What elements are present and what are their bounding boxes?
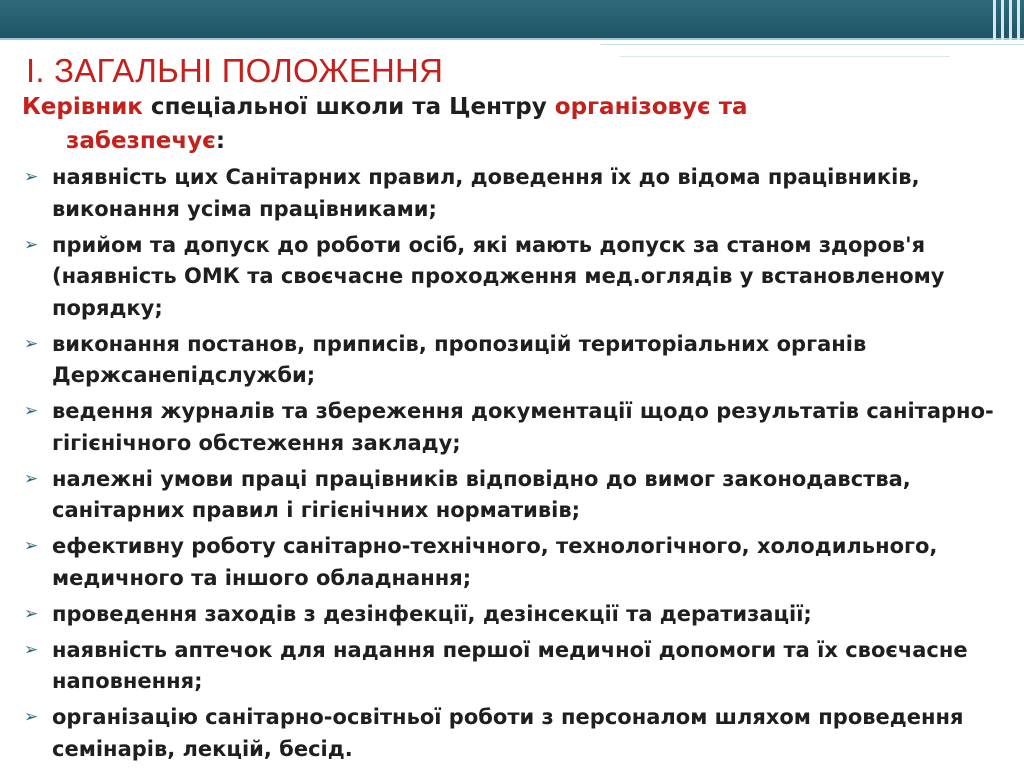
list-item-text: наявність цих Санітарних правил, доведення їх до відома працівників, виконання усіма працівниками; bbox=[52, 165, 920, 221]
list-item bbox=[22, 702, 1012, 765]
intro-text: спеціальної школи та Центру bbox=[142, 94, 555, 120]
list-item bbox=[22, 531, 1012, 594]
intro-line-2 bbox=[22, 124, 982, 158]
intro-verb: організовує та bbox=[554, 94, 748, 120]
slide-title: І. ЗАГАЛЬНІ ПОЛОЖЕННЯ bbox=[26, 52, 444, 89]
corner-decoration bbox=[990, 0, 1024, 40]
decorative-line bbox=[600, 44, 1024, 45]
intro-verb-2: забезпечує bbox=[66, 128, 216, 154]
list-item bbox=[22, 230, 1012, 325]
list-item-text: ефективну роботу санітарно-технічного, технологічного, холодильного, медичного та іншого обладнання; bbox=[52, 534, 938, 590]
list-item bbox=[22, 464, 1012, 527]
list-item-text: організацію санітарно-освітньої роботи з персоналом шляхом проведення семінарів, лекцій, бесід. bbox=[52, 705, 964, 761]
duties-list bbox=[22, 162, 1012, 770]
arrow-bullet-icon: ➢ bbox=[24, 707, 39, 727]
arrow-bullet-icon: ➢ bbox=[24, 333, 39, 354]
decorative-line bbox=[620, 56, 950, 57]
intro-subject: Керівник bbox=[22, 94, 143, 120]
list-item bbox=[22, 635, 1012, 698]
header-band bbox=[0, 0, 1024, 38]
list-item bbox=[22, 162, 1012, 225]
intro-colon: : bbox=[215, 128, 226, 154]
list-item-text: наявність аптечок для надання першої медичної допомоги та їх своєчасне наповнення; bbox=[52, 637, 968, 693]
list-item-text: виконання постанов, приписів, пропозицій територіальних органів Держсанепідслужби; bbox=[52, 331, 867, 387]
list-item bbox=[22, 329, 1012, 392]
intro-paragraph bbox=[22, 90, 982, 158]
arrow-bullet-icon: ➢ bbox=[24, 234, 39, 255]
arrow-bullet-icon: ➢ bbox=[24, 536, 39, 556]
arrow-bullet-icon: ➢ bbox=[24, 401, 39, 421]
arrow-bullet-icon: ➢ bbox=[24, 639, 39, 660]
list-item bbox=[22, 396, 1012, 459]
list-item-text: належні умови праці працівників відповідно до вимог законодавства, санітарних правил і гігієнічних нормативів; bbox=[52, 466, 911, 522]
list-item-text: ведення журналів та збереження документації щодо результатів санітарно-гігієнічного обстеження закладу; bbox=[52, 399, 994, 455]
arrow-bullet-icon: ➢ bbox=[24, 167, 39, 187]
list-item-text: проведення заходів з дезінфекції, дезінсекції та дератизації; bbox=[52, 601, 812, 626]
header-divider-line bbox=[0, 38, 1024, 40]
arrow-bullet-icon: ➢ bbox=[24, 468, 39, 489]
list-item bbox=[22, 599, 1012, 631]
list-item-text: прийом та допуск до роботи осіб, які мають допуск за станом здоров'я (наявність ОМК та своєчасне проходження мед.оглядів у встановленому порядку; bbox=[52, 232, 945, 320]
arrow-bullet-icon: ➢ bbox=[24, 603, 39, 624]
